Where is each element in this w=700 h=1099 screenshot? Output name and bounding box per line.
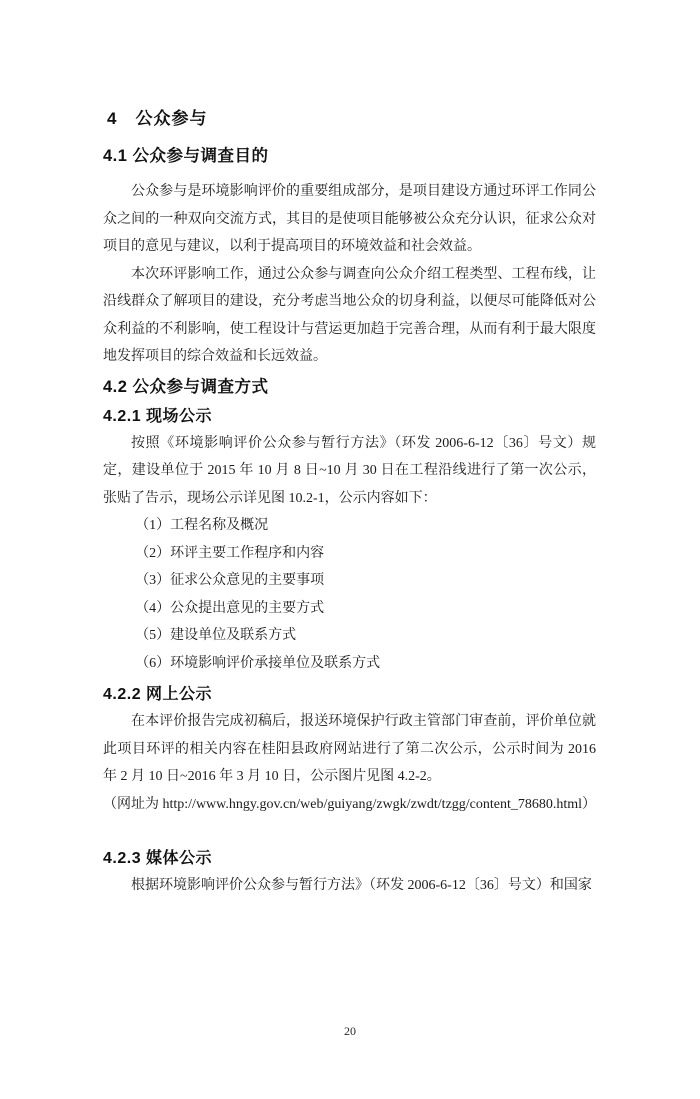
section-heading-4-1: 4.1 公众参与调查目的 <box>103 147 269 165</box>
subsection-heading-4-2-1: 4.2.1 现场公示 <box>103 407 213 425</box>
list-item-5: （5）建设单位及联系方式 <box>135 628 297 643</box>
paragraph-4-2-2-online-notice: 在本评价报告完成初稿后，报送环境保护行政主管部门审查前，评价单位就此项目环评的相关内容在桂阳县政府网站进行了第二次公示，公示时间为 2016 年 2 月 10 日~2016 年 3 月 10 日，公示图片见图 4.2-2。 <box>103 714 596 784</box>
paragraph-4-2-3-media-notice: 根据环境影响评价公众参与暂行方法》（环发 2006-6-12〔36〕号文）和国家 <box>131 878 592 893</box>
list-item-2: （2）环评主要工作程序和内容 <box>135 545 325 561</box>
paragraph-4-1-purpose: 公众参与是环境影响评价的重要组成部分，是项目建设方通过环评工作同公众之间的一种双向交流方式，其目的是使项目能够被公众充分认识，征求公众对项目的意见与建议，以利于提高项目的环境效益和社会效益。 <box>103 184 596 254</box>
paragraph-4-2-1-intro: 按照《环境影响评价公众参与暂行方法》（环发 2006-6-12〔36〕号文）规定，建设单位于 2015 年 10 月 8 日~10 月 30 日在工程沿线进行了第一次公示，张贴了告示，现场公示详见图 10.2-1，公示内容如下： <box>103 435 596 506</box>
subsection-heading-4-2-2: 4.2.2 网上公示 <box>103 686 213 703</box>
list-item-1: （1）工程名称及概况 <box>135 518 269 533</box>
chapter-heading-4: 4 公众参与 <box>107 109 208 128</box>
list-item-3: （3）征求公众意见的主要事项 <box>135 573 325 588</box>
document-page <box>0 110 700 1099</box>
section-heading-4-2: 4.2 公众参与调查方式 <box>103 377 269 396</box>
url-note: （网址为 http://www.hngy.gov.cn/web/guiyang/zwgk/zwdt/tzgg/content_78680.html） <box>103 796 597 812</box>
page-number: 20 <box>344 1024 356 1038</box>
list-item-4: （4）公众提出意见的主要方式 <box>135 600 325 616</box>
site-notice-content-list <box>103 512 596 677</box>
subsection-heading-4-2-3: 4.2.3 媒体公示 <box>103 850 213 867</box>
paragraph-4-1-benefit: 本次环评影响工作，通过公众参与调查向公众介绍工程类型、工程布线，让沿线群众了解项目的建设，充分考虑当地公众的切身利益，以便尽可能降低对公众利益的不利影响，使工程设计与营运更加趋于完善合理，从而有利于最大限度地发挥项目的综合效益和长远效益。 <box>103 266 596 364</box>
list-item-6: （6）环境影响评价承接单位及联系方式 <box>135 655 381 671</box>
